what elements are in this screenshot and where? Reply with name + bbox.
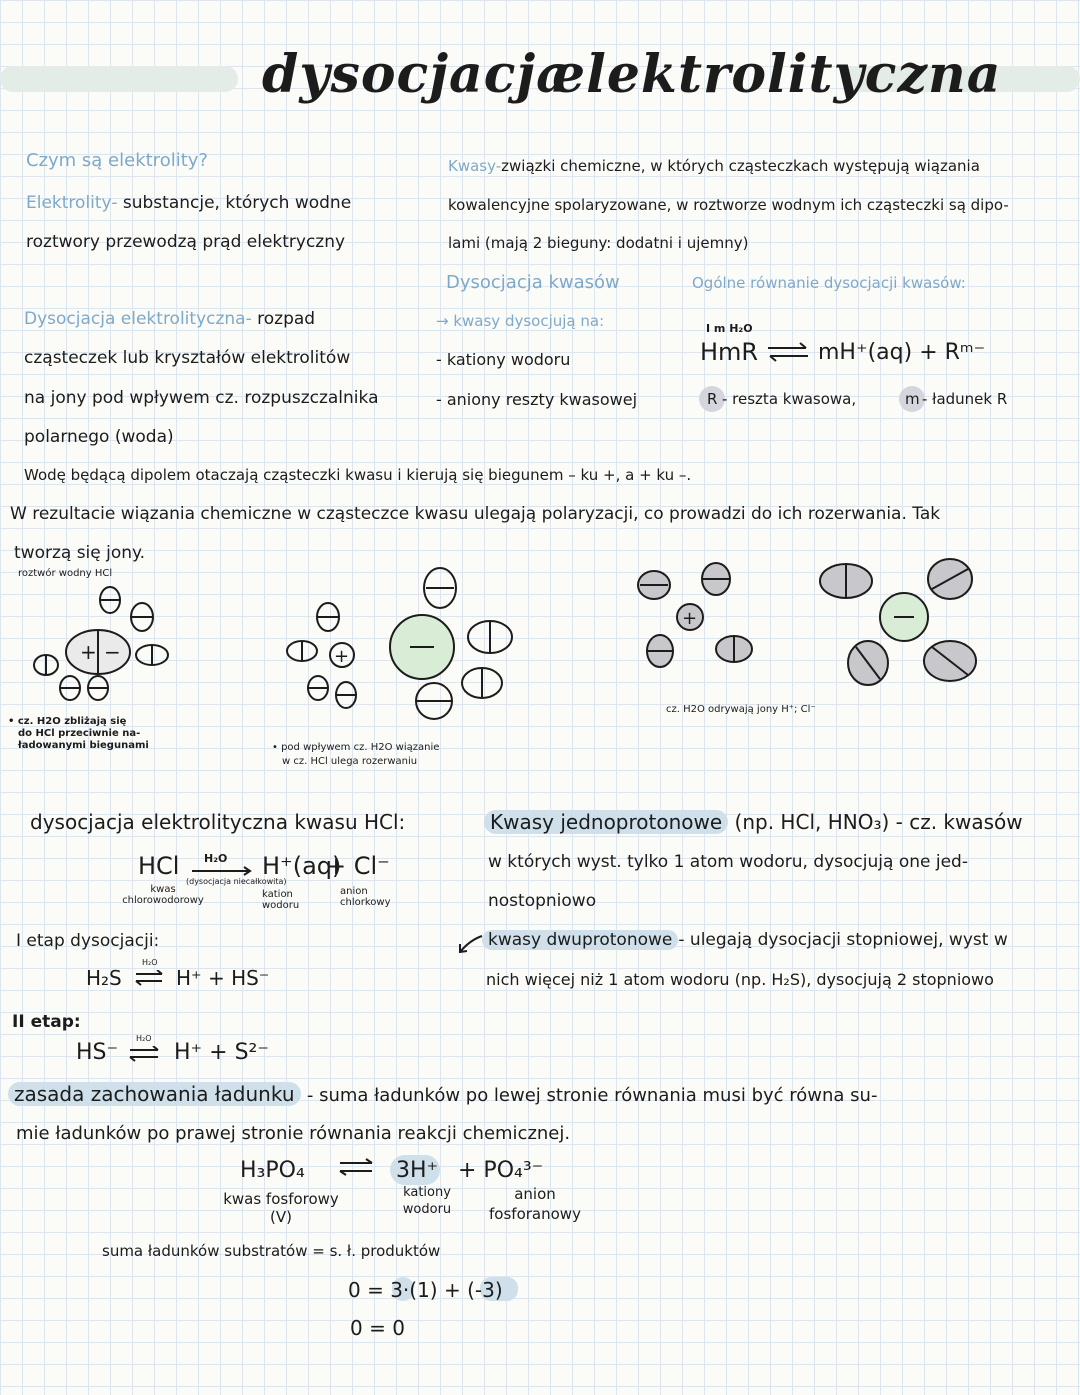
water-molecule-icon (317, 603, 339, 631)
caption1-line3: ładowanymi biegunami (18, 740, 149, 751)
water-molecule-icon (34, 655, 58, 675)
hcl-name: kwas chlorowodorowy (122, 884, 204, 906)
anions-item: - aniony reszty kwasowej (436, 390, 638, 409)
caption3: cz. H2O odrywają jony H⁺; Cl⁻ (666, 704, 816, 715)
di-term: kwasy dwuprotonowe (482, 930, 678, 950)
title-word-1: dysocjacja (262, 44, 571, 105)
h-ion-icon (330, 643, 354, 667)
di-protic (482, 930, 1008, 950)
acids-line2: kowalencyjne spolaryzowane, w roztworze wodnym ich cząsteczki są dipo- (448, 196, 1009, 214)
legend-m-text: - ładunek R (922, 390, 1008, 408)
mono-line3: nostopniowo (488, 891, 597, 911)
stage2-eq-left: HS⁻ (76, 1040, 119, 1065)
cl-ion-icon (390, 615, 454, 679)
dissociation-definition (24, 309, 315, 329)
water-molecule-icon (820, 564, 872, 598)
cation-name: kationy wodoru (402, 1185, 452, 1217)
charge-calc1: 0 = 3·(1) + (-3) (348, 1278, 503, 1302)
electrolyte-term: Elektrolity- (26, 193, 118, 213)
water-molecule-icon (716, 636, 752, 662)
dissociation-line2: cząsteczek lub kryształów elektrolitów (24, 348, 351, 368)
diagram-label-top: roztwór wodny HCl (18, 568, 113, 579)
paragraph-line3: tworzą się jony. (14, 543, 146, 563)
dissociation-line1: rozpad (257, 309, 316, 329)
water-molecule-icon (424, 568, 456, 608)
svg-text:+: + (80, 640, 97, 664)
stage2-water: H₂O (136, 1034, 152, 1043)
water-molecule-icon (131, 603, 153, 631)
h-ion-aq: H⁺(aq) (262, 852, 342, 880)
charge-line1: - suma ładunków po lewej stronie równania musi być równa su- (306, 1085, 878, 1106)
general-eq-right: mH⁺(aq) + Rᵐ⁻ (818, 340, 986, 365)
electrolyte-definition (26, 193, 351, 213)
equilibrium-arrow-icon (338, 1158, 374, 1176)
legend-m: m (905, 390, 920, 408)
stage1-eq-left: H₂S (86, 966, 122, 990)
h3po4-formula: H₃PO₄ (240, 1158, 305, 1183)
legend-r-text: - reszta kwasowa, (722, 390, 857, 408)
svg-text:+: + (334, 646, 350, 667)
charge-rule (8, 1082, 877, 1106)
title-bar-left (0, 66, 238, 92)
hcl-molecule-icon (66, 630, 130, 674)
water-molecule-icon (647, 635, 673, 667)
water-molecule-icon (336, 682, 356, 708)
curved-arrow-icon (456, 934, 484, 956)
paragraph-line2: W rezultacie wiązania chemiczne w cząsteczce kwasu ulegają polaryzacji, co prowadzi do ich rozerwania. Tak (10, 504, 941, 524)
caption1-line1: • cz. H2O zbliżają się (8, 716, 127, 727)
caption2-line1: • pod wpływem cz. H2O wiązanie (272, 742, 440, 753)
hcl-formula: HCl (138, 852, 180, 880)
water-molecule-icon (308, 676, 328, 700)
caption1-line2: do HCl przeciwnie na- (18, 728, 141, 739)
general-eq-left: HmR (700, 338, 759, 366)
cl-ion-icon (880, 593, 928, 641)
water-molecule-icon (462, 668, 502, 698)
cl-ion-name: anion chlorkowy (340, 886, 391, 908)
dissociation-term: Dysocjacja elektrolityczna- (24, 309, 252, 329)
equilibrium-arrow-icon (766, 342, 810, 362)
acids-dissociate-into: → kwasy dysocjują na: (436, 312, 605, 330)
h-ion-name: kation wodoru (262, 889, 300, 911)
water-molecule-icon (287, 641, 317, 661)
mono-line1: (np. HCl, HNO₃) - cz. kwasów (734, 810, 1023, 834)
water-molecule-icon (468, 621, 512, 653)
mono-term: Kwasy jednoprotonowe (484, 810, 728, 834)
dissociation-line4: polarnego (woda) (24, 427, 174, 447)
charge-calc2: 0 = 0 (350, 1316, 405, 1340)
water-molecule-icon (416, 683, 452, 719)
legend-r: R (707, 390, 718, 408)
phosphate-anion: + PO₄³⁻ (458, 1158, 544, 1183)
acids-line3: lami (mają 2 bieguny: dodatni i ujemny) (448, 234, 749, 252)
equilibrium-arrow-icon (134, 970, 164, 986)
svg-text:−: − (104, 640, 121, 664)
cl-ion: + Cl⁻ (326, 852, 390, 880)
water-molecule-icon (136, 645, 168, 665)
paragraph-line1: Wodę będącą dipolem otaczają cząsteczki kwasu i kierują się biegunem – ku +, a + ku –. (24, 466, 692, 484)
anion-name: anion fosforanowy (489, 1185, 581, 1223)
question-heading: Czym są elektrolity? (26, 150, 208, 171)
electrolyte-def-line1: substancje, których wodne (122, 193, 352, 213)
mono-protic (484, 810, 1023, 834)
hcl-arrow-note: (dysocjacja niecałkowita) (186, 877, 287, 886)
cations-item: - kationy wodoru (436, 350, 571, 369)
mono-line2: w których wyst. tylko 1 atom wodoru, dysocjują one jed- (488, 852, 968, 872)
equilibrium-arrow-icon (128, 1046, 160, 1062)
stage1-water: H₂O (142, 958, 158, 967)
reaction-arrow-icon (190, 866, 254, 876)
acids-term: Kwasy- (448, 157, 502, 175)
acids-definition (448, 157, 980, 175)
hcl-heading: dysocjacja elektrolityczna kwasu HCl: (30, 810, 406, 834)
stage2-eq-right: H⁺ + S²⁻ (174, 1040, 269, 1065)
water-molecule-icon (924, 641, 976, 681)
di-line2: nich więcej niż 1 atom wodoru (np. H₂S), dysocjują 2 stopniowo (486, 970, 994, 989)
acid-name: kwas fosforowy (V) (223, 1190, 339, 1226)
h-ion-icon (677, 604, 703, 630)
water-molecule-icon (928, 559, 972, 599)
water-molecule-icon (100, 587, 120, 613)
electrolyte-def-line2: roztwory przewodzą prąd elektryczny (26, 232, 346, 252)
di-line1: - ulegają dysocjacji stopniowej, wyst w (678, 930, 1008, 950)
dissociation-diagrams (0, 555, 1080, 780)
svg-text:+: + (682, 608, 698, 629)
water-molecule-icon (702, 563, 730, 595)
equation-labels: I m H₂O (706, 322, 753, 335)
water-molecule-icon (638, 571, 670, 599)
stage1-eq-right: H⁺ + HS⁻ (176, 966, 270, 990)
hcl-arrow-water: H₂O (204, 852, 228, 865)
acids-line1: związki chemiczne, w których cząsteczkach występują wiązania (501, 157, 980, 175)
charge-sum-line: suma ładunków substratów = s. ł. produktów (102, 1242, 441, 1260)
caption2-line2: w cz. HCl ulega rozerwaniu (282, 756, 418, 767)
general-equation-heading: Ogólne równanie dysocjacji kwasów: (692, 274, 966, 292)
title-word-2: elektrolityczna (552, 44, 1002, 105)
charge-term: zasada zachowania ładunku (8, 1082, 301, 1106)
water-molecule-icon (88, 676, 108, 700)
charge-line2: mie ładunków po prawej stronie równania reakcji chemicznej. (16, 1123, 571, 1144)
acid-dissociation-heading: Dysocjacja kwasów (446, 272, 620, 293)
phosphate-cations: 3H⁺ (396, 1158, 439, 1183)
stage2-heading: II etap: (12, 1012, 81, 1032)
dissociation-line3: na jony pod wpływem cz. rozpuszczalnika (24, 388, 379, 408)
water-molecule-icon (848, 641, 888, 685)
water-molecule-icon (60, 676, 80, 700)
stage1-heading: I etap dysocjacji: (16, 931, 160, 951)
